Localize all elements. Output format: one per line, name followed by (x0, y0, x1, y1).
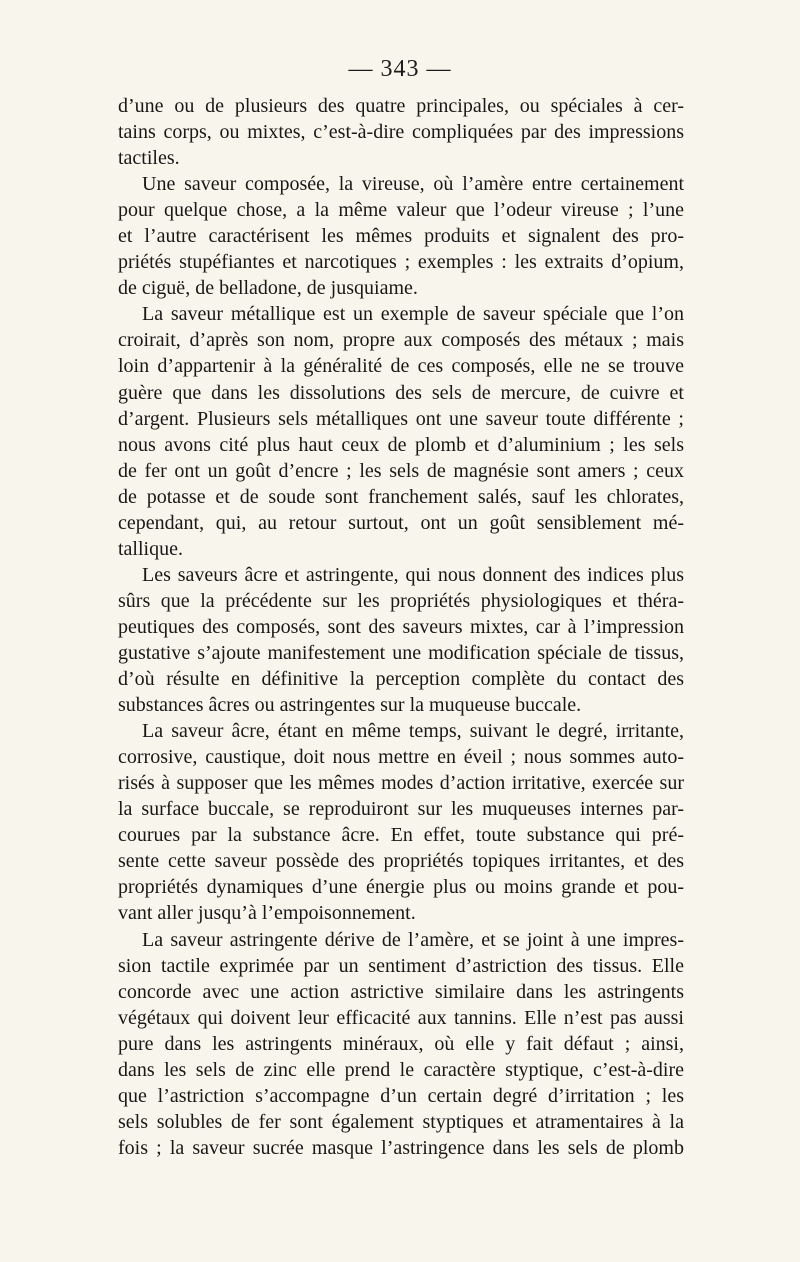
text-line: courues par la substance âcre. En effet, toute substance qui pré- (118, 824, 684, 847)
text-line: corrosive, caustique, doit nous mettre en éveil ; nous sommes auto- (118, 746, 684, 769)
text-line: tallique. (118, 537, 183, 560)
text-line: guère que dans les dissolutions des sels de mercure, de cuivre et (118, 381, 684, 404)
text-line: substances âcres ou astringentes sur la muqueuse buccale. (118, 694, 582, 717)
text-line: et l’autre caractérisent les mêmes produits et signalent des pro- (118, 225, 684, 248)
text-line: végétaux qui doivent leur efficacité aux tannins. Elle n’est pas aussi (118, 1006, 684, 1029)
text-line: cependant, qui, au retour surtout, ont un goût sensiblement mé- (118, 511, 684, 534)
text-line: risés à supposer que les mêmes modes d’action irritative, exercée sur (118, 772, 684, 795)
text-line: la surface buccale, se reproduiront sur les muqueuses internes par- (118, 798, 684, 821)
text-line: loin d’appartenir à la généralité de ces composés, elle ne se trouve (118, 355, 684, 378)
text-line: sente cette saveur possède des propriétés topiques irritantes, et des (118, 850, 684, 873)
text-line: Les saveurs âcre et astringente, qui nous donnent des indices plus (142, 563, 684, 586)
text-line: de ciguë, de belladone, de jusquiame. (118, 277, 418, 300)
text-line: gustative s’ajoute manifestement une modification spéciale de tissus, (118, 641, 684, 664)
page-number: — 343 — (348, 56, 452, 82)
text-line: peutiques des composés, sont des saveurs mixtes, car à l’impression (118, 615, 684, 638)
text-line: de potasse et de soude sont franchement salés, sauf les chlorates, (118, 485, 684, 508)
text-line: pure dans les astringents minéraux, où elle y fait défaut ; ainsi, (118, 1032, 684, 1055)
text-line: La saveur métallique est un exemple de saveur spéciale que l’on (142, 303, 684, 326)
text-line: tains corps, ou mixtes, c’est-à-dire compliquées par des impressions (118, 121, 684, 144)
text-line: que l’astriction s’accompagne d’un certain degré d’irritation ; les (118, 1084, 684, 1107)
text-line: sûrs que la précédente sur les propriétés physiologiques et théra- (118, 589, 684, 612)
text-line: vant aller jusqu’à l’empoisonnement. (118, 902, 416, 925)
text-line: La saveur âcre, étant en même temps, suivant le degré, irritante, (142, 720, 684, 743)
text-line: dans les sels de zinc elle prend le caractère styptique, c’est-à-dire (118, 1058, 684, 1081)
text-line: propriétés dynamiques d’une énergie plus ou moins grande et pou- (118, 876, 684, 899)
text-line: priétés stupéfiantes et narcotiques ; exemples : les extraits d’opium, (118, 251, 684, 274)
text-line: fois ; la saveur sucrée masque l’astringence dans les sels de plomb (118, 1136, 684, 1159)
text-line: concorde avec une action astrictive similaire dans les astringents (118, 980, 684, 1003)
text-line: Une saveur composée, la vireuse, où l’amère entre certainement (142, 173, 684, 196)
text-line: pour quelque chose, a la même valeur que l’odeur vireuse ; l’une (118, 199, 684, 222)
text-line: nous avons cité plus haut ceux de plomb et d’aluminium ; les sels (118, 433, 684, 456)
text-line: d’où résulte en définitive la perception complète du contact des (118, 668, 684, 691)
body-text (118, 93, 684, 1161)
text-line: La saveur astringente dérive de l’amère, et se joint à une impres- (142, 928, 684, 951)
text-line: de fer ont un goût d’encre ; les sels de magnésie sont amers ; ceux (118, 459, 684, 482)
text-line: sels solubles de fer sont également styptiques et atramentaires à la (118, 1110, 684, 1133)
text-line: d’argent. Plusieurs sels métalliques ont une saveur toute différente ; (118, 407, 684, 430)
text-line: sion tactile exprimée par un sentiment d’astriction des tissus. Elle (118, 954, 684, 977)
text-line: croirait, d’après son nom, propre aux composés des métaux ; mais (118, 329, 684, 352)
text-line: tactiles. (118, 147, 180, 170)
text-line: d’une ou de plusieurs des quatre principales, ou spéciales à cer- (118, 95, 684, 117)
